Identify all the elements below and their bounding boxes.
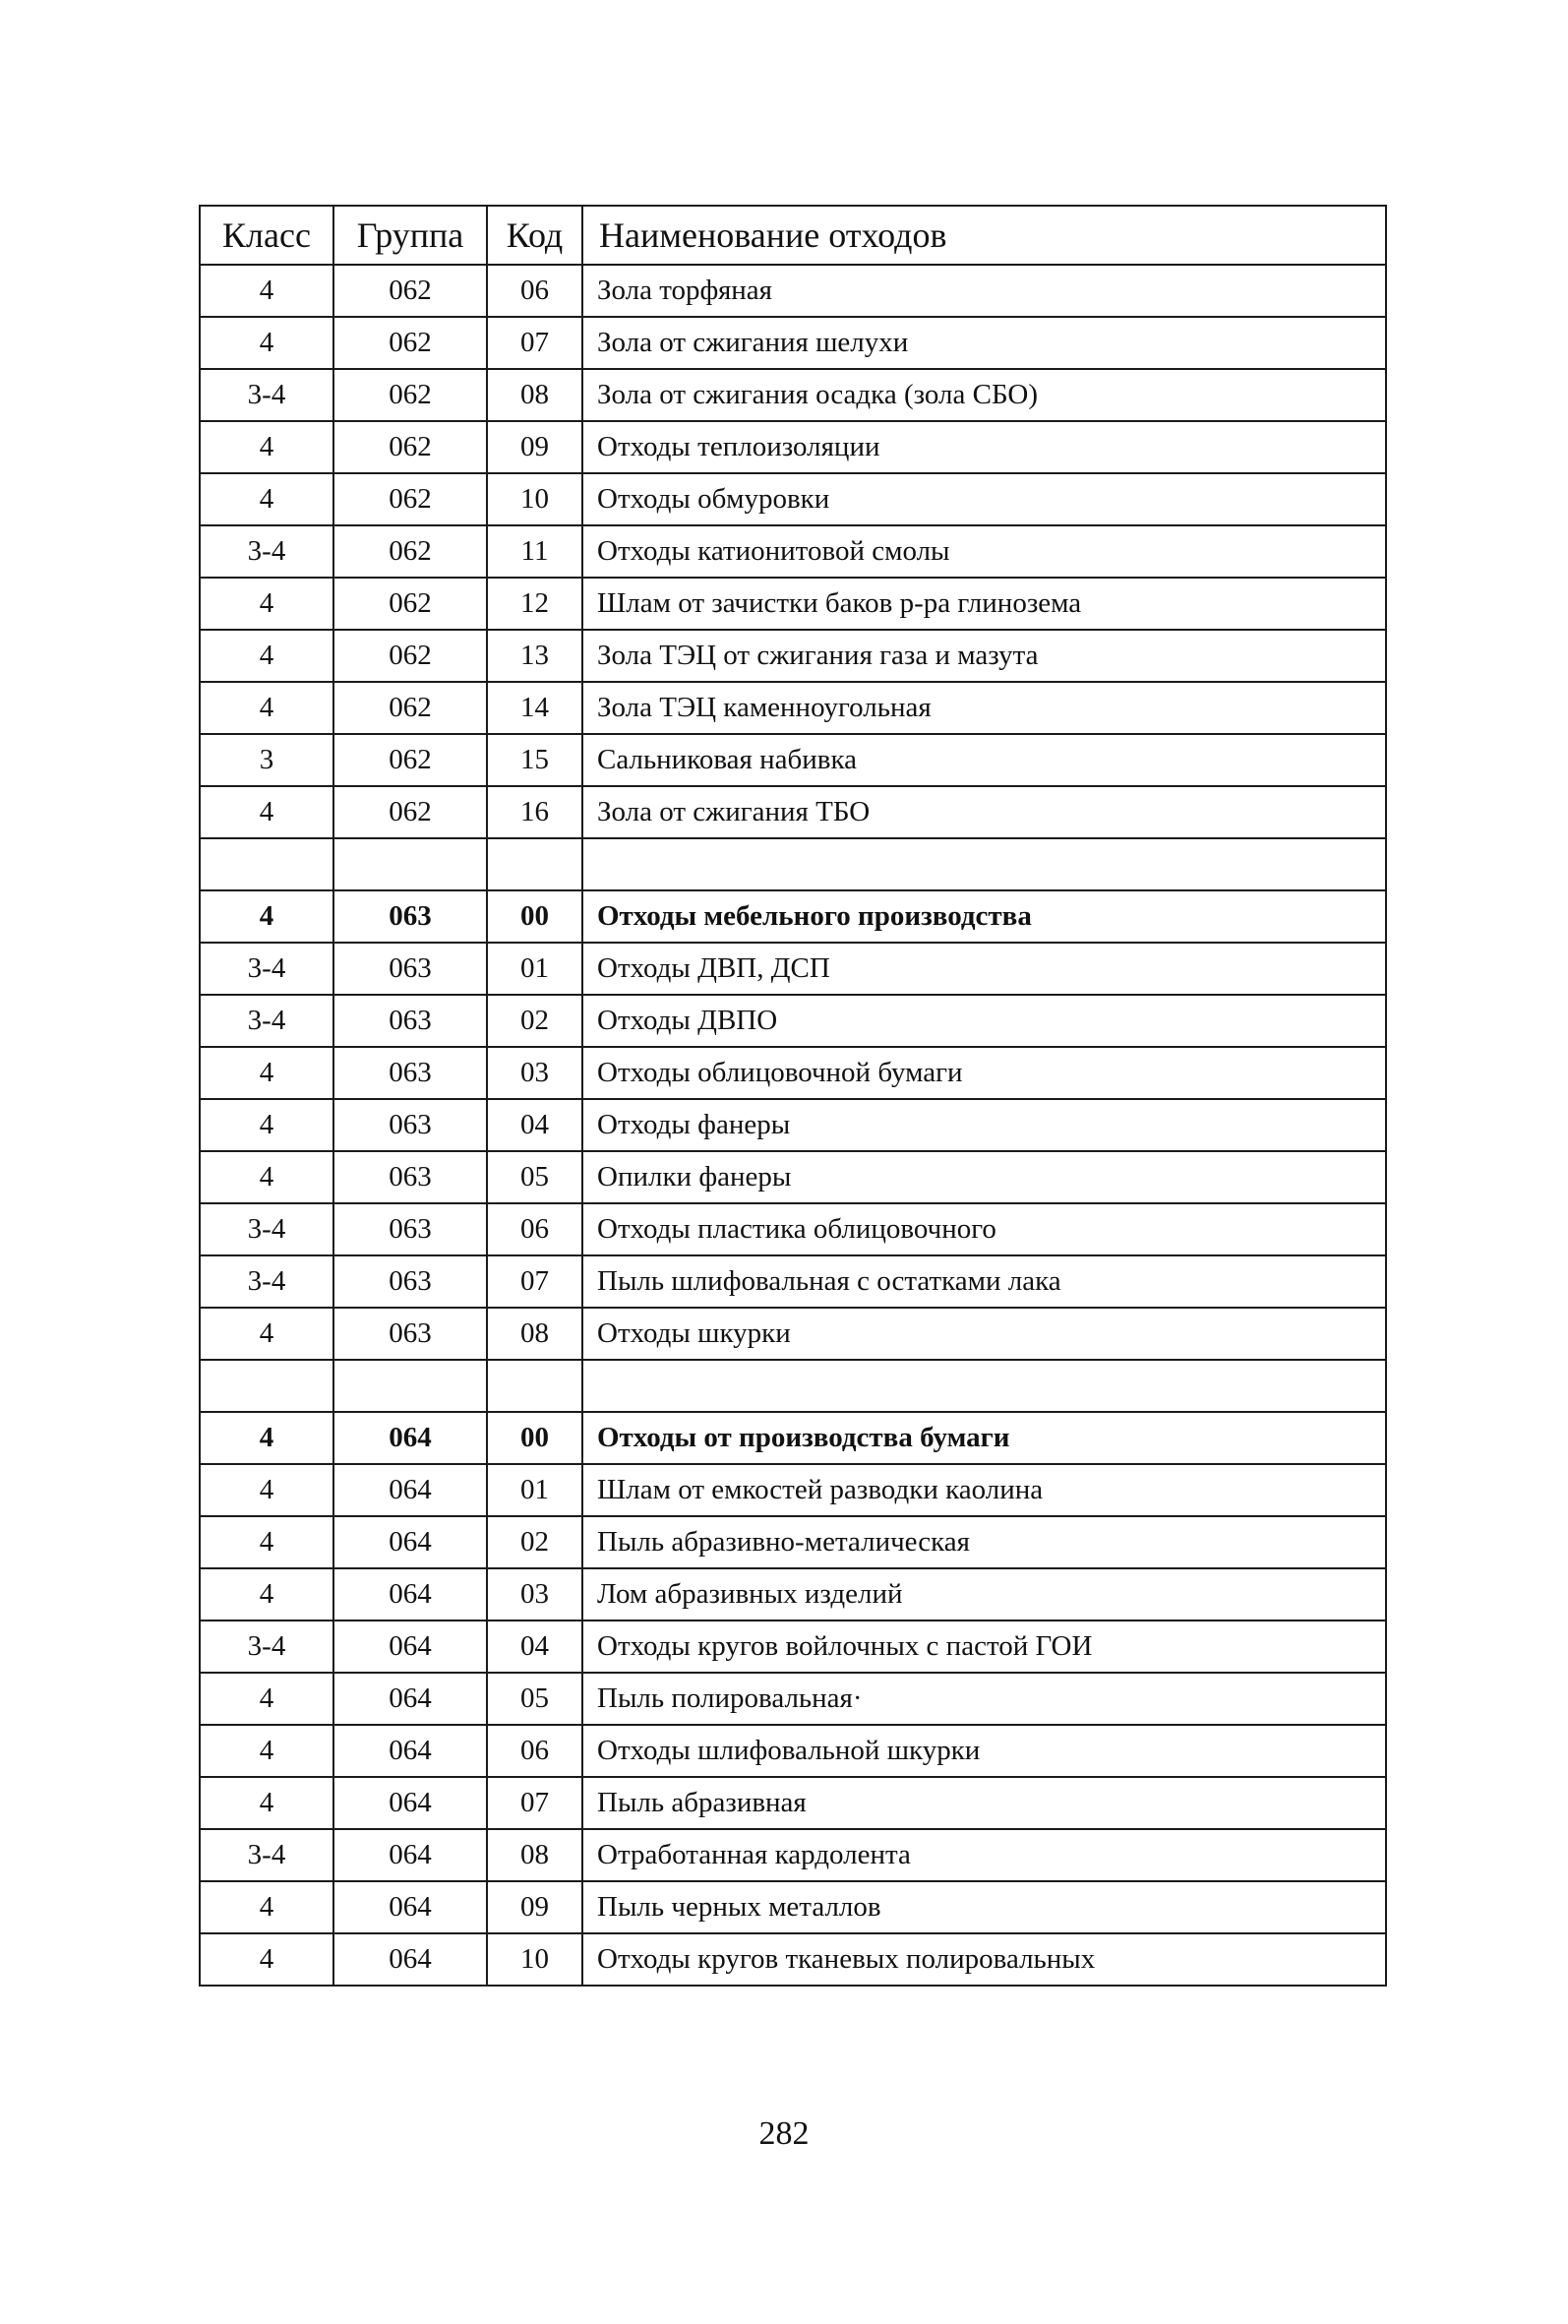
table-row [200, 1933, 1386, 1986]
cell-class: 3-4 [200, 1829, 333, 1881]
table-row [200, 369, 1386, 421]
table-row [200, 786, 1386, 838]
cell-group: 063 [333, 1099, 487, 1151]
cell-class [200, 838, 333, 890]
cell-waste-name: Отходы катионитовой смолы [582, 525, 1386, 578]
cell-code [487, 1360, 582, 1412]
table-row [200, 265, 1386, 317]
cell-group [333, 1360, 487, 1412]
cell-code: 02 [487, 995, 582, 1047]
header-waste-name: Наименование отходов [582, 206, 1386, 265]
cell-group: 063 [333, 1047, 487, 1099]
cell-group: 062 [333, 630, 487, 682]
cell-class: 4 [200, 1673, 333, 1725]
cell-class: 4 [200, 1464, 333, 1516]
cell-code: 07 [487, 1255, 582, 1308]
table-row [200, 682, 1386, 734]
cell-code: 08 [487, 1308, 582, 1360]
cell-code: 07 [487, 317, 582, 369]
cell-waste-name: Зола от сжигания шелухи [582, 317, 1386, 369]
table-header-row [200, 206, 1386, 265]
table-row [200, 578, 1386, 630]
cell-class: 4 [200, 1047, 333, 1099]
cell-group: 063 [333, 995, 487, 1047]
cell-code: 03 [487, 1568, 582, 1621]
cell-class: 4 [200, 1308, 333, 1360]
table-row [200, 1099, 1386, 1151]
cell-class: 4 [200, 1777, 333, 1829]
cell-class: 3-4 [200, 369, 333, 421]
cell-group: 063 [333, 890, 487, 943]
cell-group: 064 [333, 1777, 487, 1829]
cell-waste-name: Зола ТЭЦ каменноугольная [582, 682, 1386, 734]
cell-waste-name: Отходы шкурки [582, 1308, 1386, 1360]
cell-code: 04 [487, 1099, 582, 1151]
cell-waste-name: Пыль черных металлов [582, 1881, 1386, 1933]
cell-group: 064 [333, 1881, 487, 1933]
cell-code: 04 [487, 1621, 582, 1673]
cell-group: 064 [333, 1516, 487, 1568]
cell-code: 08 [487, 369, 582, 421]
table-row [200, 1464, 1386, 1516]
cell-group: 064 [333, 1829, 487, 1881]
cell-code: 03 [487, 1047, 582, 1099]
cell-code: 05 [487, 1673, 582, 1725]
cell-code: 08 [487, 1829, 582, 1881]
table-row [200, 1255, 1386, 1308]
cell-class: 4 [200, 1881, 333, 1933]
table-row [200, 1308, 1386, 1360]
cell-group: 062 [333, 265, 487, 317]
header-code: Код [487, 206, 582, 265]
cell-class: 4 [200, 265, 333, 317]
cell-waste-name: Пыль абразивная [582, 1777, 1386, 1829]
cell-waste-name [582, 1360, 1386, 1412]
cell-waste-name: Шлам от зачистки баков р-ра глинозема [582, 578, 1386, 630]
table-row [200, 1151, 1386, 1203]
cell-code: 16 [487, 786, 582, 838]
table-row [200, 1881, 1386, 1933]
cell-group: 063 [333, 1203, 487, 1255]
table-section-row [200, 890, 1386, 943]
cell-class [200, 1360, 333, 1412]
table-row [200, 1203, 1386, 1255]
table-row [200, 525, 1386, 578]
cell-class: 4 [200, 1933, 333, 1986]
cell-class: 4 [200, 786, 333, 838]
table-row [200, 943, 1386, 995]
table-row [200, 1673, 1386, 1725]
table-row [200, 1829, 1386, 1881]
cell-code: 09 [487, 1881, 582, 1933]
cell-waste-name [582, 838, 1386, 890]
cell-class: 4 [200, 890, 333, 943]
cell-code: 02 [487, 1516, 582, 1568]
cell-group: 064 [333, 1621, 487, 1673]
cell-waste-name: Зола от сжигания ТБО [582, 786, 1386, 838]
cell-waste-name: Зола ТЭЦ от сжигания газа и мазута [582, 630, 1386, 682]
cell-class: 4 [200, 682, 333, 734]
cell-code: 01 [487, 943, 582, 995]
cell-group: 063 [333, 1308, 487, 1360]
cell-class: 4 [200, 578, 333, 630]
cell-group: 062 [333, 578, 487, 630]
cell-waste-name: Зола от сжигания осадка (зола СБО) [582, 369, 1386, 421]
cell-class: 4 [200, 1725, 333, 1777]
cell-group: 062 [333, 525, 487, 578]
table-row [200, 1047, 1386, 1099]
cell-waste-name: Отработанная кардолента [582, 1829, 1386, 1881]
cell-group: 063 [333, 943, 487, 995]
cell-code: 06 [487, 1725, 582, 1777]
cell-code: 00 [487, 890, 582, 943]
cell-class: 4 [200, 1151, 333, 1203]
cell-waste-name: Отходы пластика облицовочного [582, 1203, 1386, 1255]
table-row [200, 1516, 1386, 1568]
cell-code: 15 [487, 734, 582, 786]
waste-classification-table [199, 205, 1387, 1987]
table-row [200, 630, 1386, 682]
cell-waste-name: Лом абразивных изделий [582, 1568, 1386, 1621]
cell-group: 063 [333, 1255, 487, 1308]
cell-waste-name: Пыль абразивно-металическая [582, 1516, 1386, 1568]
cell-code: 14 [487, 682, 582, 734]
cell-waste-name: Отходы шлифовальной шкурки [582, 1725, 1386, 1777]
cell-code: 05 [487, 1151, 582, 1203]
cell-group: 064 [333, 1464, 487, 1516]
cell-waste-name: Отходы от производства бумаги [582, 1412, 1386, 1464]
table-row [200, 1777, 1386, 1829]
cell-waste-name: Опилки фанеры [582, 1151, 1386, 1203]
cell-code [487, 838, 582, 890]
cell-group: 062 [333, 734, 487, 786]
cell-class: 3 [200, 734, 333, 786]
cell-waste-name: Отходы облицовочной бумаги [582, 1047, 1386, 1099]
cell-class: 4 [200, 1568, 333, 1621]
table-spacer-row [200, 1360, 1386, 1412]
table-row [200, 473, 1386, 525]
cell-code: 06 [487, 1203, 582, 1255]
cell-group: 064 [333, 1725, 487, 1777]
cell-group: 064 [333, 1933, 487, 1986]
header-class: Класс [200, 206, 333, 265]
cell-code: 10 [487, 1933, 582, 1986]
cell-group: 062 [333, 473, 487, 525]
cell-class: 3-4 [200, 1255, 333, 1308]
cell-group [333, 838, 487, 890]
table-row [200, 317, 1386, 369]
cell-waste-name: Пыль шлифовальная с остатками лака [582, 1255, 1386, 1308]
cell-waste-name: Отходы кругов войлочных с пастой ГОИ [582, 1621, 1386, 1673]
cell-code: 01 [487, 1464, 582, 1516]
cell-waste-name: Отходы мебельного производства [582, 890, 1386, 943]
cell-code: 09 [487, 421, 582, 473]
cell-class: 3-4 [200, 1621, 333, 1673]
cell-code: 11 [487, 525, 582, 578]
cell-waste-name: Отходы ДВП, ДСП [582, 943, 1386, 995]
table-body [200, 265, 1386, 1986]
cell-waste-name: Отходы теплоизоляции [582, 421, 1386, 473]
cell-waste-name: Сальниковая набивка [582, 734, 1386, 786]
cell-class: 3-4 [200, 1203, 333, 1255]
cell-class: 4 [200, 1099, 333, 1151]
cell-class: 4 [200, 1516, 333, 1568]
cell-group: 064 [333, 1568, 487, 1621]
cell-waste-name: Отходы фанеры [582, 1099, 1386, 1151]
cell-group: 063 [333, 1151, 487, 1203]
header-group: Группа [333, 206, 487, 265]
cell-code: 06 [487, 265, 582, 317]
table-row [200, 421, 1386, 473]
cell-group: 064 [333, 1673, 487, 1725]
cell-code: 07 [487, 1777, 582, 1829]
cell-group: 062 [333, 786, 487, 838]
cell-group: 064 [333, 1412, 487, 1464]
cell-code: 10 [487, 473, 582, 525]
cell-code: 12 [487, 578, 582, 630]
table-row [200, 995, 1386, 1047]
cell-class: 4 [200, 421, 333, 473]
cell-group: 062 [333, 421, 487, 473]
cell-waste-name: Отходы обмуровки [582, 473, 1386, 525]
cell-class: 3-4 [200, 995, 333, 1047]
table-section-row [200, 1412, 1386, 1464]
cell-waste-name: Шлам от емкостей разводки каолина [582, 1464, 1386, 1516]
table-row [200, 1568, 1386, 1621]
cell-class: 4 [200, 473, 333, 525]
table-spacer-row [200, 838, 1386, 890]
cell-code: 13 [487, 630, 582, 682]
cell-waste-name: Отходы ДВПО [582, 995, 1386, 1047]
table-row [200, 1725, 1386, 1777]
cell-group: 062 [333, 317, 487, 369]
page-number: 282 [758, 2115, 810, 2152]
cell-group: 062 [333, 369, 487, 421]
table-row [200, 1621, 1386, 1673]
cell-class: 3-4 [200, 525, 333, 578]
cell-group: 062 [333, 682, 487, 734]
cell-waste-name: Пыль полировальная· [582, 1673, 1386, 1725]
table-row [200, 734, 1386, 786]
cell-class: 4 [200, 317, 333, 369]
cell-class: 4 [200, 630, 333, 682]
cell-waste-name: Отходы кругов тканевых полировальных [582, 1933, 1386, 1986]
cell-waste-name: Зола торфяная [582, 265, 1386, 317]
cell-class: 3-4 [200, 943, 333, 995]
cell-code: 00 [487, 1412, 582, 1464]
cell-class: 4 [200, 1412, 333, 1464]
